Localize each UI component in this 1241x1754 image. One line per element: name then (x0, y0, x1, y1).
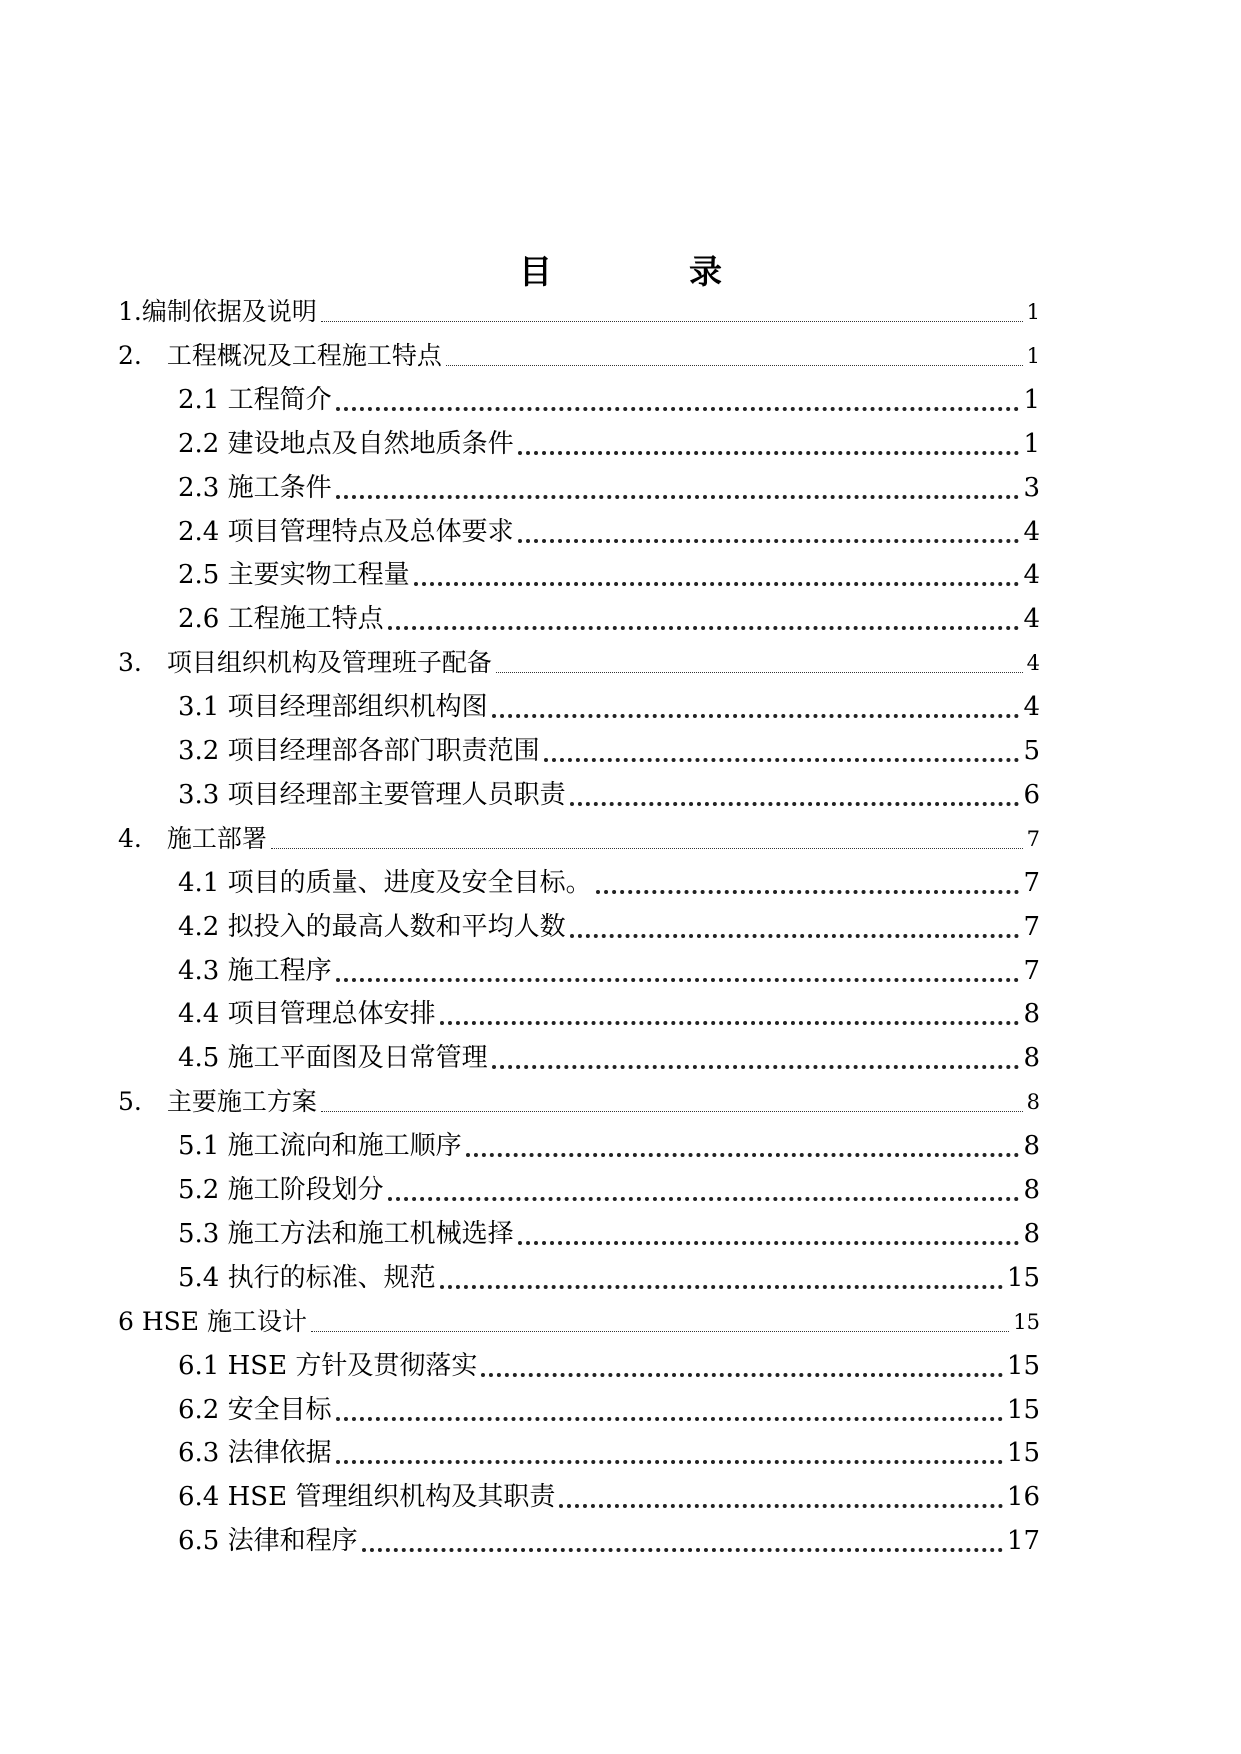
toc-entry[interactable] (178, 557, 1040, 593)
toc-entry[interactable] (178, 1172, 1040, 1208)
toc-dot-leader (492, 1065, 1020, 1069)
toc-entry-page-number: 16 (1006, 1482, 1040, 1512)
toc-entry-page-number: 7 (1023, 956, 1040, 986)
toc-entry-title: 6.5 法律和程序 (178, 1526, 358, 1556)
toc-entry-page-number: 7 (1023, 868, 1040, 898)
toc-entry[interactable] (178, 1040, 1040, 1076)
toc-entry[interactable] (118, 645, 1040, 681)
toc-entry[interactable] (118, 338, 1040, 374)
toc-dot-leader (336, 407, 1020, 411)
toc-dot-leader (336, 978, 1020, 982)
toc-entry-title: 6.4 HSE 管理组织机构及其职责 (178, 1482, 556, 1512)
toc-entry-title: 5.4 执行的标准、规范 (178, 1263, 436, 1293)
toc-entry-title: 5.2 施工阶段划分 (178, 1175, 384, 1205)
toc-dot-leader (440, 1021, 1020, 1025)
toc-entry-title: 2.1 工程简介 (178, 385, 332, 415)
toc-dot-leader (271, 848, 1023, 849)
toc-entry-title: 2.6 工程施工特点 (178, 604, 384, 634)
toc-entry-page-number: 15 (1006, 1395, 1040, 1425)
toc-entry-title: 5.3 施工方法和施工机械选择 (178, 1219, 514, 1249)
toc-entry-title: 6.3 法律依据 (178, 1438, 332, 1468)
toc-entry[interactable] (178, 777, 1040, 813)
toc-dot-leader (336, 495, 1020, 499)
toc-entry-page-number: 1 (1023, 429, 1040, 459)
toc-dot-leader (518, 451, 1020, 455)
toc-entry[interactable] (178, 909, 1040, 945)
toc-dot-leader (321, 1111, 1023, 1112)
toc-entry[interactable] (178, 514, 1040, 550)
toc-dot-leader (311, 1331, 1009, 1332)
toc-dot-leader (336, 1417, 1003, 1421)
toc-dot-leader (440, 1285, 1003, 1289)
toc-entry[interactable] (178, 1260, 1040, 1296)
toc-entry-page-number: 5 (1023, 736, 1040, 766)
toc-entry[interactable] (118, 294, 1040, 330)
page-title: 目 录 (519, 252, 774, 291)
toc-entry-page-number: 1 (1023, 385, 1040, 415)
toc-entry-title: 3.3 项目经理部主要管理人员职责 (178, 780, 566, 810)
toc-entry-page-number: 1 (1026, 300, 1040, 324)
toc-entry[interactable] (178, 733, 1040, 769)
toc-entry-title: 4.5 施工平面图及日常管理 (178, 1043, 488, 1073)
toc-entry-title: 6 HSE 施工设计 (118, 1307, 307, 1336)
toc-entry-title: 1.编制依据及说明 (118, 297, 317, 326)
toc-entry-page-number: 8 (1026, 1090, 1040, 1114)
toc-entry-page-number: 8 (1023, 999, 1040, 1029)
toc-dot-leader (362, 1548, 1003, 1552)
toc-entry-page-number: 3 (1023, 473, 1040, 503)
toc-dot-leader (544, 758, 1020, 762)
toc-entry-title: 4.2 拟投入的最高人数和平均人数 (178, 912, 566, 942)
toc-entry-page-number: 15 (1006, 1438, 1040, 1468)
toc-dot-leader (336, 1460, 1003, 1464)
toc-entry-title: 4.1 项目的质量、进度及安全目标。 (178, 868, 592, 898)
toc-entry-page-number: 8 (1023, 1219, 1040, 1249)
toc-entry-title: 2.3 施工条件 (178, 473, 332, 503)
toc-entry[interactable] (178, 1435, 1040, 1471)
toc-dot-leader (321, 321, 1023, 322)
toc-entry-page-number: 4 (1023, 604, 1040, 634)
toc-entry-page-number: 1 (1026, 344, 1040, 368)
toc-entry[interactable] (118, 1084, 1040, 1120)
toc-entry-page-number: 15 (1006, 1351, 1040, 1381)
toc-entry[interactable] (118, 1304, 1040, 1340)
toc-entry-title: 5.1 施工流向和施工顺序 (178, 1131, 462, 1161)
toc-entry[interactable] (178, 1392, 1040, 1428)
toc-dot-leader (492, 714, 1020, 718)
toc-entry[interactable] (178, 601, 1040, 637)
toc-dot-leader (481, 1373, 1003, 1377)
toc-entry[interactable] (118, 821, 1040, 857)
toc-dot-leader (570, 934, 1020, 938)
toc-dot-leader (388, 1197, 1020, 1201)
toc-entry-title: 3.2 项目经理部各部门职责范围 (178, 736, 540, 766)
toc-entry-page-number: 8 (1023, 1131, 1040, 1161)
toc-entry-page-number: 8 (1023, 1175, 1040, 1205)
toc-entry[interactable] (178, 689, 1040, 725)
toc-entry-title: 6.2 安全目标 (178, 1395, 332, 1425)
toc-dot-leader (388, 626, 1020, 630)
toc-dot-leader (446, 365, 1023, 366)
toc-dot-leader (518, 539, 1020, 543)
toc-entry-page-number: 4 (1023, 692, 1040, 722)
toc-entry-title: 2.5 主要实物工程量 (178, 560, 410, 590)
toc-entry-title: 6.1 HSE 方针及贯彻落实 (178, 1351, 478, 1381)
toc-entry-title: 3.1 项目经理部组织机构图 (178, 692, 488, 722)
toc-entry-title: 4. 施工部署 (118, 824, 267, 853)
toc-entry-title: 5. 主要施工方案 (118, 1087, 317, 1116)
toc-entry[interactable] (178, 1523, 1040, 1559)
toc-entry-page-number: 15 (1006, 1263, 1040, 1293)
toc-entry-page-number: 4 (1023, 517, 1040, 547)
toc-entry-page-number: 4 (1026, 651, 1040, 675)
toc-entry[interactable] (178, 470, 1040, 506)
toc-entry[interactable] (178, 1128, 1040, 1164)
toc-dot-leader (414, 582, 1020, 586)
toc-entry-title: 3. 项目组织机构及管理班子配备 (118, 648, 492, 677)
toc-entry[interactable] (178, 953, 1040, 989)
toc-entry-page-number: 15 (1013, 1310, 1040, 1334)
toc-entry-title: 2.2 建设地点及自然地质条件 (178, 429, 514, 459)
toc-entry-page-number: 7 (1023, 912, 1040, 942)
toc-entry-title: 2.4 项目管理特点及总体要求 (178, 517, 514, 547)
toc-entry-title: 4.3 施工程序 (178, 956, 332, 986)
toc-entry-page-number: 4 (1023, 560, 1040, 590)
toc-entry[interactable] (178, 382, 1040, 418)
toc-entry-page-number: 7 (1026, 827, 1040, 851)
toc-entry[interactable] (178, 996, 1040, 1032)
toc-entry[interactable] (178, 1348, 1040, 1384)
toc-dot-leader (559, 1504, 1003, 1508)
toc-dot-leader (570, 802, 1020, 806)
toc-dot-leader (496, 672, 1023, 673)
toc-entry-title: 2. 工程概况及工程施工特点 (118, 341, 442, 370)
toc-entry[interactable] (178, 865, 1040, 901)
toc-dot-leader (518, 1241, 1020, 1245)
toc-entry[interactable] (178, 1479, 1040, 1515)
toc-entry[interactable] (178, 426, 1040, 462)
toc-entry-page-number: 17 (1006, 1526, 1040, 1556)
toc-dot-leader (596, 890, 1020, 894)
toc-entry-title: 4.4 项目管理总体安排 (178, 999, 436, 1029)
toc-entry-page-number: 8 (1023, 1043, 1040, 1073)
toc-entry-page-number: 6 (1023, 780, 1040, 810)
toc-dot-leader (466, 1153, 1020, 1157)
toc-entry[interactable] (178, 1216, 1040, 1252)
